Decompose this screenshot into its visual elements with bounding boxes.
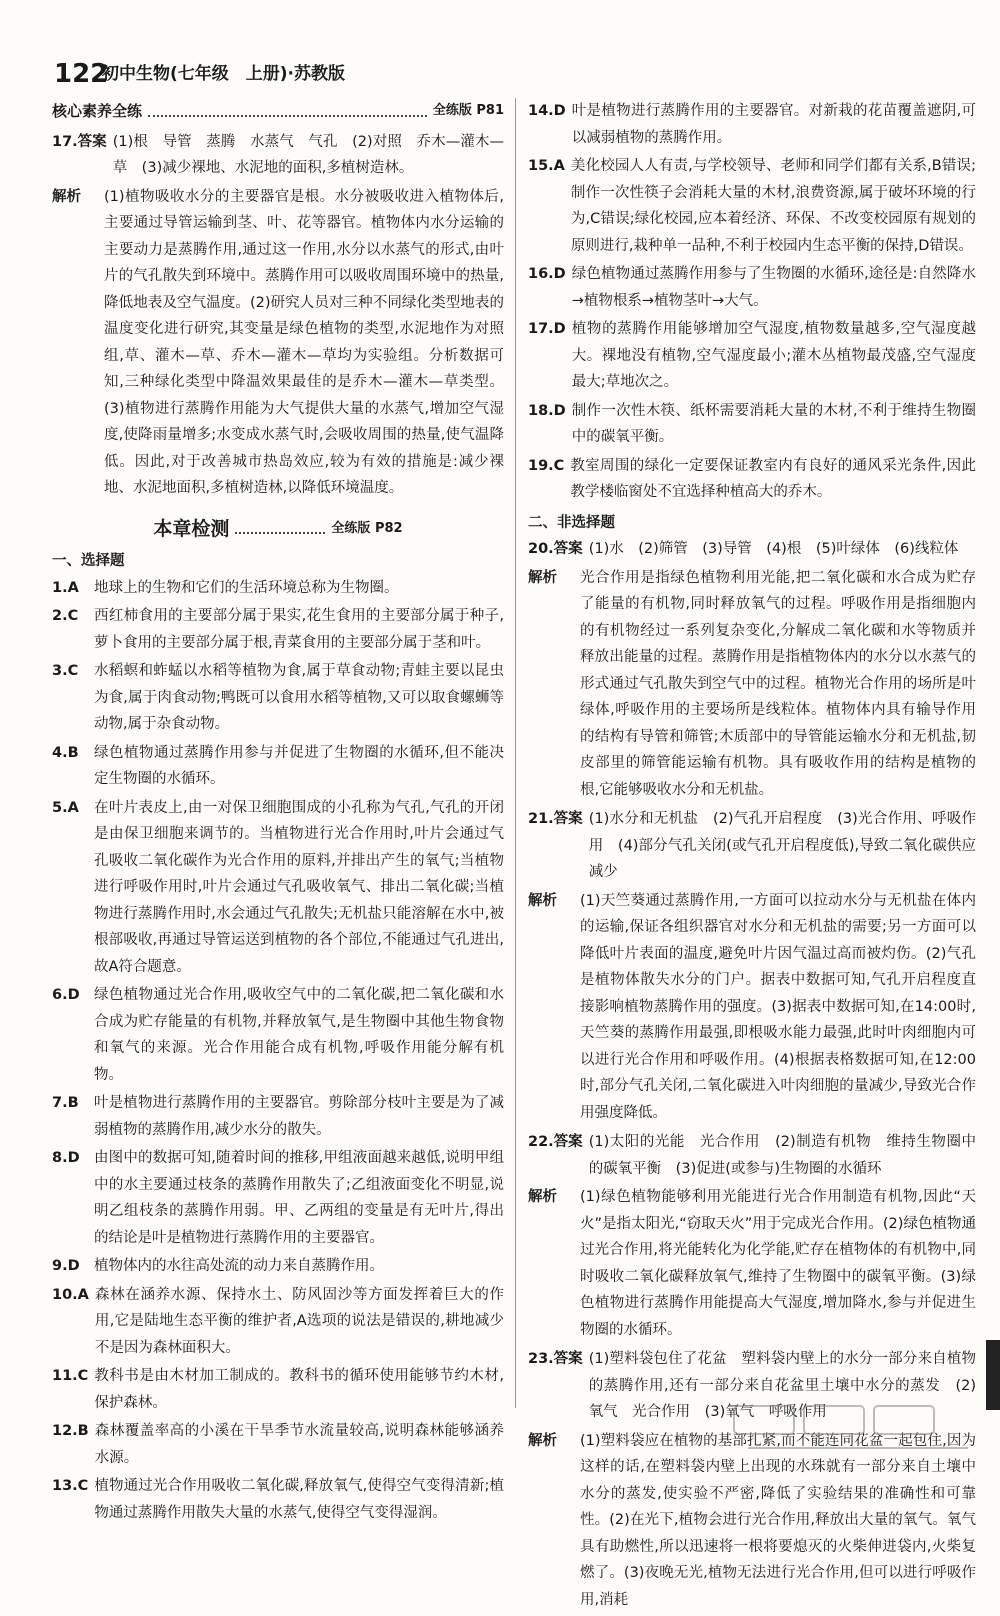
answer-item: [528, 98, 976, 151]
item-number: 17.答案: [52, 133, 107, 150]
answer-item: [52, 1282, 504, 1362]
analysis-label: 解析: [528, 569, 557, 586]
book-title: 初中生物(七年级 上册)·苏教版: [102, 64, 345, 84]
chapter-heading: [52, 516, 504, 543]
item-text: 植物的蒸腾作用能够增加空气湿度,植物数量越多,空气湿度越大。裸地没有植物,空气湿度最小;灌木丛植物最茂盛,空气湿度最大;草地次之。: [571, 321, 976, 390]
answer-item: [528, 398, 976, 451]
chapter-title: 本章检测: [153, 517, 230, 540]
watermark-logo: [728, 1400, 988, 1470]
answer-item: [52, 658, 504, 738]
section-heading: [52, 98, 504, 125]
section-ref: 全练版 P81: [432, 103, 504, 118]
item-answer: (1)水 (2)筛管 (3)导管 (4)根 (5)叶绿体 (6)线粒体: [588, 541, 959, 557]
analysis-label: 解析: [528, 1432, 557, 1449]
answer-item: [52, 1418, 504, 1471]
item-text: 森林在涵养水源、保持水土、防风固沙等方面发挥着巨大的作用,它是陆地生态平衡的维护者,A选项的说法是错误的,耕地减少不是因为森林面积大。: [94, 1286, 504, 1356]
analysis-block: [52, 184, 504, 502]
item-number: 9.D: [52, 1258, 80, 1274]
answer-item: [52, 740, 504, 793]
item-text: 由图中的数据可知,随着时间的推移,甲组液面越来越低,说明甲组中的水主要通过枝条的蒸腾作用散失了;乙组液面变化不明显,说明乙组枝条的蒸腾作用弱。甲、乙两组的变量是有无叶片,得出的结论是叶是植物进行蒸腾作用的主要器官。: [94, 1150, 504, 1246]
analysis-label: 解析: [52, 188, 81, 205]
analysis-text: (1)绿色植物能够利用光能进行光合作用制造有机物,因此“天火”是指太阳光,“窃取天火”用于完成光合作用。(2)绿色植物通过光合作用,将光能转化为化学能,贮存在植物体的有机物中,同时吸收二氧化碳释放氧气,维持了生物圈中的碳氧平衡。(3)绿色植物进行蒸腾作用能提高大气湿度,增加降水,参与并促进生物圈的水循环。: [580, 1189, 976, 1338]
chapter-ref: 全练版 P82: [331, 520, 403, 536]
answer-item: [52, 795, 504, 981]
page-number: 122: [54, 59, 109, 89]
item-number: 14.D: [528, 103, 566, 119]
answer-item: [52, 982, 504, 1088]
item-number: 18.D: [528, 402, 566, 419]
item-text: 在叶片表皮上,由一对保卫细胞围成的小孔称为气孔,气孔的开闭是由保卫细胞来调节的。当植物进行光合作用时,叶片会通过气孔吸收二氧化碳作为光合作用的原料,并排出产生的氧气;当植物进行呼吸作用时,叶片会通过气孔吸收氧气、排出二氧化碳;当植物进行蒸腾作用时,水会通过气孔散失;无机盐只能溶解在水中,被根部吸收,再通过导管运送到植物的各个部位,不能通过气孔进出,故A符合题意。: [94, 799, 504, 975]
right-column: [528, 98, 976, 1616]
item-number: 22.答案: [528, 1134, 583, 1150]
answer-item: [528, 453, 976, 506]
item-answer: (1)塑料袋包住了花盆 塑料袋内壁上的水分一部分来自植物的蒸腾作用,还有一部分来自花盆里土壤中水分的蒸发 (2)氧气 光合作用 (3)氧气 呼吸作用: [588, 1351, 976, 1420]
item-text: 植物体内的水往高处流的动力来自蒸腾作用。: [94, 1258, 384, 1274]
item-text: 西红柿食用的主要部分属于果实,花生食用的主要部分属于种子,萝卜食用的主要部分属于根,青菜食用的主要部分属于茎和叶。: [94, 608, 504, 651]
item-number: 13.C: [52, 1478, 89, 1494]
item-text: 绿色植物通过蒸腾作用参与了生物圈的水循环,途径是:自然降水→植物根系→植物茎叶→大气。: [571, 266, 976, 309]
answer-item: [52, 1253, 504, 1280]
answer-item: [52, 1363, 504, 1416]
item-text: 地球上的生物和它们的生活环境总称为生物圈。: [94, 579, 399, 596]
column-divider: [515, 98, 516, 1408]
analysis-text: (1)塑料袋应在植物的基部扎紧,而不能连同花盆一起包住,因为这样的话,在塑料袋内壁上出现的水珠就有一部分来自土壤中水分的蒸发,使实验不严密,降低了实验结果的准确性和可靠性。(2)在光下,植物会进行光合作用,释放出大量的氧气。氧气具有助燃性,所以迅速将一根将要熄灭的火柴伸进袋内,火柴复燃了。(3)夜晚无光,植物无法进行光合作用,但可以进行呼吸作用,消耗: [580, 1432, 976, 1608]
item-text: 美化校园人人有责,与学校领导、老师和同学们都有关系,B错误;制作一次性筷子会消耗大量的木材,浪费资源,属于破坏环境的行为,C错误;绿化校园,应本着经济、环保、不改变校园原有规划的原则进行,栽种单一品种,不利于校园内生态平衡的保持,D错误。: [570, 158, 976, 254]
item-number: 5.A: [52, 799, 79, 816]
left-column: [52, 98, 504, 1528]
page-edge-tab: [986, 1340, 1000, 1410]
dot-leader: [148, 115, 427, 117]
item-number: 19.C: [528, 457, 565, 474]
analysis-block: [528, 888, 976, 1127]
answer-item: [528, 1129, 976, 1182]
answer-item: [52, 1090, 504, 1143]
item-number: 23.答案: [528, 1351, 583, 1367]
item-text: 森林覆盖率高的小溪在干旱季节水流量较高,说明森林能够涵养水源。: [94, 1423, 504, 1466]
item-number: 3.C: [52, 663, 79, 679]
analysis-text: (1)植物吸收水分的主要器官是根。水分被吸收进入植物体后,主要通过导管运输到茎、叶、花等器官。植物体内水分运输的主要动力是蒸腾作用,通过这一作用,水分以水蒸气的形式,由叶片的气孔散失到环境中。蒸腾作用可以吸收周围环境中的热量,降低地表及空气温度。(2)研究人员对三种不同绿化类型地表的温度变化进行研究,其变量是绿色植物的类型,水泥地作为对照组,草、灌木—草、乔木—灌木—草均为实验组。分析数据可知,三种绿化类型中降温效果最佳的是乔木—灌木—草类型。(3)植物进行蒸腾作用能为大气提供大量的水蒸气,增加空气湿度,使降雨量增多;水变成水蒸气时,会吸收周围的热量,使气温降低。因此,对于改善城市热岛效应,较为有效的措施是:减少裸地、水泥地面积,多植树造林,以降低环境温度。: [104, 188, 504, 496]
item-text: 绿色植物通过蒸腾作用参与并促进了生物圈的水循环,但不能决定生物圈的水循环。: [94, 744, 504, 787]
item-number: 8.D: [52, 1150, 80, 1166]
answer-item: [528, 153, 976, 259]
item-number: 6.D: [52, 987, 80, 1003]
answer-item: [528, 806, 976, 886]
answer-item: [52, 575, 504, 602]
item-text: 植物通过光合作用吸收二氧化碳,释放氧气,使得空气变得清新;植物通过蒸腾作用散失大量的水蒸气,使得空气变得湿润。: [94, 1478, 504, 1521]
answer-item: [528, 261, 976, 314]
item-number: 11.C: [52, 1368, 89, 1384]
item-text: 教室周围的绿化一定要保证教室内有良好的通风采光条件,因此教学楼临窗处不宜选择种植高大的乔木。: [570, 457, 976, 500]
item-number: 7.B: [52, 1095, 79, 1111]
item-text: 叶是植物进行蒸腾作用的主要器官。剪除部分枝叶主要是为了减弱植物的蒸腾作用,减少水分的散失。: [94, 1095, 504, 1138]
item-number: 10.A: [52, 1286, 89, 1303]
page-header: [40, 58, 980, 92]
analysis-label: 解析: [528, 1189, 557, 1205]
answer-item: [52, 1145, 504, 1251]
item-number: 2.C: [52, 608, 79, 624]
item-number: 12.B: [52, 1423, 89, 1439]
item-number: 4.B: [52, 744, 79, 761]
answer-item: [52, 129, 504, 182]
item-text: 叶是植物进行蒸腾作用的主要器官。对新栽的花苗覆盖遮阴,可以减弱植物的蒸腾作用。: [571, 103, 976, 146]
analysis-block: [528, 565, 976, 804]
item-number: 17.D: [528, 321, 566, 337]
answer-item: [52, 1473, 504, 1526]
item-answer: (1)水分和无机盐 (2)气孔开启程度 (3)光合作用、呼吸作用 (4)部分气孔关闭(或气孔开启程度低),导致二氧化碳供应减少: [588, 811, 976, 880]
answer-item: [528, 316, 976, 396]
analysis-block: [528, 1184, 976, 1343]
answer-item: [528, 536, 976, 563]
dot-leader: [235, 532, 325, 534]
analysis-text: (1)天竺葵通过蒸腾作用,一方面可以拉动水分与无机盐在体内的运输,保证各组织器官对水分和无机盐的需要;另一方面可以降低叶片表面的温度,避免叶片因气温过高而被灼伤。(2)气孔是植物体散失水分的门户。据表中数据可知,气孔开启程度直接影响植物蒸腾作用的强度。(3)据表中数据可知,在14:00时,天竺葵的蒸腾作用最强,即根吸水能力最强,此时叶肉细胞内可以进行光合作用和呼吸作用。(4)根据表格数据可知,在12:00时,部分气孔关闭,二氧化碳进入叶肉细胞的量减少,导致光合作用强度降低。: [580, 892, 976, 1121]
analysis-text: 光合作用是指绿色植物利用光能,把二氧化碳和水合成为贮存了能量的有机物,同时释放氧气的过程。呼吸作用是指细胞内的有机物经过一系列复杂变化,分解成二氧化碳和水等物质并释放出能量的过程。蒸腾作用是指植物体内的水分以水蒸气的形式通过气孔散失到空气中的过程。植物光合作用的场所是叶绿体,呼吸作用的主要场所是线粒体。植物体内具有输导作用的结构有导管和筛管;木质部中的导管能运输水分和无机盐,韧皮部里的筛管能运输有机物。具有吸收作用的结构是植物的根,它能够吸收水分和无机盐。: [580, 569, 976, 798]
part-heading: 一、选择题: [52, 553, 125, 569]
answer-item: [52, 603, 504, 656]
part-heading: 二、非选择题: [528, 514, 615, 531]
item-text: 水稻螟和蚱蜢以水稻等植物为食,属于草食动物;青蛙主要以昆虫为食,属于肉食动物;鸭既可以食用水稻等植物,又可以取食螺蛳等动物,属于杂食动物。: [94, 663, 504, 732]
item-number: 20.答案: [528, 541, 583, 557]
item-number: 16.D: [528, 266, 566, 282]
item-number: 1.A: [52, 579, 79, 596]
section-title: 核心素养全练: [52, 102, 143, 120]
item-number: 15.A: [528, 158, 565, 174]
item-text: 教科书是由木材加工制成的。教科书的循环使用能够节约木材,保护森林。: [94, 1368, 504, 1411]
item-number: 21.答案: [528, 811, 583, 827]
item-text: 绿色植物通过光合作用,吸收空气中的二氧化碳,把二氧化碳和水合成为贮存能量的有机物,并释放氧气,是生物圈中其他生物食物和氧气的来源。光合作用能合成有机物,呼吸作用能分解有机物。: [94, 987, 504, 1083]
item-answer: (1)太阳的光能 光合作用 (2)制造有机物 维持生物圈中的碳氧平衡 (3)促进(或参与)生物圈的水循环: [588, 1134, 976, 1177]
item-text: 制作一次性木筷、纸杯需要消耗大量的木材,不利于维持生物圈中的碳氧平衡。: [571, 402, 976, 445]
left-item-list: [52, 575, 504, 1527]
analysis-label: 解析: [528, 892, 557, 909]
right-item-list: [528, 98, 976, 506]
item-answer: (1)根 导管 蒸腾 水蒸气 气孔 (2)对照 乔木—灌木—草 (3)减少裸地、水泥地的面积,多植树造林。: [112, 133, 504, 176]
